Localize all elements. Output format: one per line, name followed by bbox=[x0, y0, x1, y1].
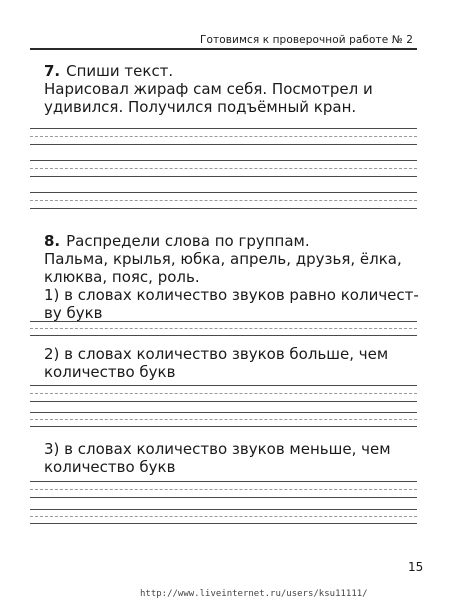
task-8-words-line-2: клюква, пояс, роль. bbox=[44, 268, 200, 286]
writing-line bbox=[30, 321, 417, 322]
writing-line bbox=[30, 489, 417, 490]
writing-line bbox=[30, 335, 417, 336]
task-8-instruction: Распредели слова по группам. bbox=[66, 232, 310, 250]
writing-line bbox=[30, 401, 417, 402]
task-8-words-line-1: Пальма, крылья, юбка, апрель, друзья, ёлка, bbox=[44, 250, 402, 268]
writing-line bbox=[30, 497, 417, 498]
task-8-number: 8. bbox=[44, 232, 61, 250]
writing-line bbox=[30, 481, 417, 482]
writing-line bbox=[30, 128, 417, 129]
writing-line bbox=[30, 192, 417, 193]
writing-line bbox=[30, 136, 417, 137]
header-title: Готовимся к проверочной работе № 2 bbox=[199, 34, 413, 46]
writing-line bbox=[30, 200, 417, 201]
group-1-line-1: 1) в словах количество звуков равно количест- bbox=[44, 286, 419, 304]
header-divider bbox=[30, 48, 417, 50]
writing-line bbox=[30, 208, 417, 209]
writing-line bbox=[30, 385, 417, 386]
group-3-line-2: количество букв bbox=[44, 458, 176, 476]
page-number: 15 bbox=[408, 560, 424, 574]
task-7-text-line-2: удивился. Получился подъёмный кран. bbox=[44, 98, 357, 116]
writing-line bbox=[30, 393, 417, 394]
writing-line bbox=[30, 328, 417, 329]
writing-line bbox=[30, 412, 417, 413]
group-2-line-2: количество букв bbox=[44, 363, 176, 381]
task-8-heading bbox=[44, 232, 310, 250]
task-7-instruction: Спиши текст. bbox=[66, 62, 174, 80]
writing-line bbox=[30, 160, 417, 161]
task-7-text-line-1: Нарисовал жираф сам себя. Посмотрел и bbox=[44, 80, 373, 98]
writing-line bbox=[30, 419, 417, 420]
writing-line bbox=[30, 523, 417, 524]
writing-line bbox=[30, 144, 417, 145]
writing-line bbox=[30, 509, 417, 510]
group-2-line-1: 2) в словах количество звуков больше, чем bbox=[44, 345, 389, 363]
writing-line bbox=[30, 168, 417, 169]
writing-line bbox=[30, 516, 417, 517]
task-7-heading bbox=[44, 62, 173, 80]
task-7-number: 7. bbox=[44, 62, 61, 80]
writing-line bbox=[30, 176, 417, 177]
group-1-line-2: ву букв bbox=[44, 304, 103, 322]
writing-line bbox=[30, 426, 417, 427]
group-3-line-1: 3) в словах количество звуков меньше, чем bbox=[44, 440, 391, 458]
watermark: http://www.liveinternet.ru/users/ksu11111/ bbox=[140, 589, 368, 599]
